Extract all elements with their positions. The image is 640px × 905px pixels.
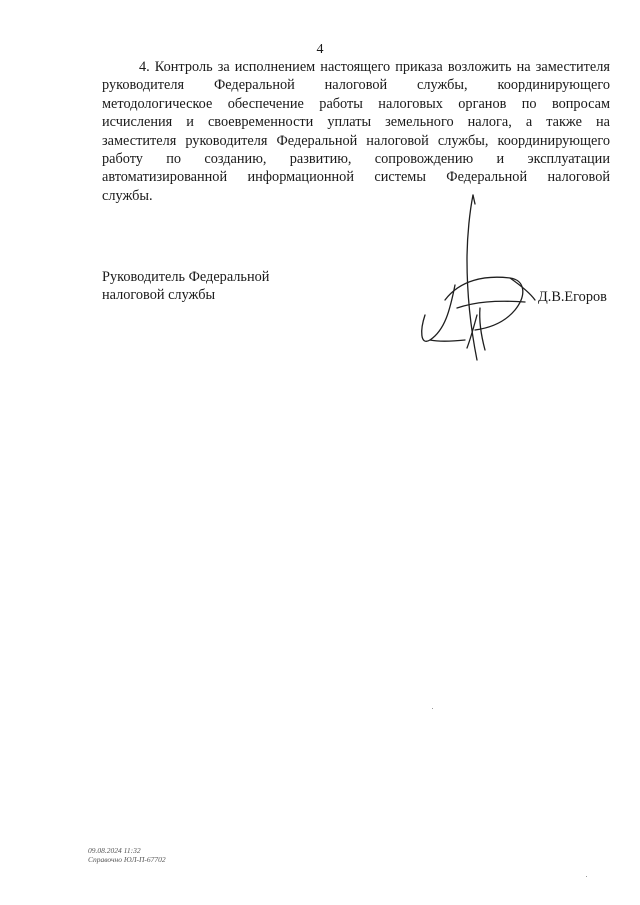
paragraph-line: заместителя руководителя Федеральной налоговой службы, координирующего — [102, 132, 610, 149]
signatory-title-line: налоговой службы — [102, 287, 216, 303]
paragraph-line: службы. — [102, 187, 153, 204]
order-paragraph-4 — [102, 58, 610, 205]
paragraph-line: руководителя Федеральной налоговой службы, координирующего — [102, 77, 610, 94]
footer-reference: Справочно ЮЛ-П-67702 — [88, 855, 166, 864]
paragraph-line: исчисления и своевременности уплаты земельного налога, а также на — [102, 114, 610, 131]
page-number: 4 — [316, 42, 324, 57]
signatory-name: Д.В.Егоров — [538, 289, 607, 305]
paragraph-line: работу по созданию, развитию, сопровождению и эксплуатации — [102, 151, 610, 168]
handwritten-signature — [415, 190, 545, 370]
scan-speck — [432, 708, 433, 709]
footer-timestamp: 09.08.2024 11:32 — [88, 846, 141, 855]
signatory-title-line: Руководитель Федеральной — [102, 269, 270, 285]
paragraph-line: 4. Контроль за исполнением настоящего приказа возложить на заместителя — [139, 59, 610, 75]
paragraph-line: методологическое обеспечение работы налоговых органов по вопросам — [102, 95, 610, 112]
paragraph-line: автоматизированной информационной системы Федеральной налоговой — [102, 169, 610, 186]
scan-speck — [586, 876, 587, 877]
registration-footer — [88, 846, 166, 864]
signatory-title — [102, 268, 269, 304]
